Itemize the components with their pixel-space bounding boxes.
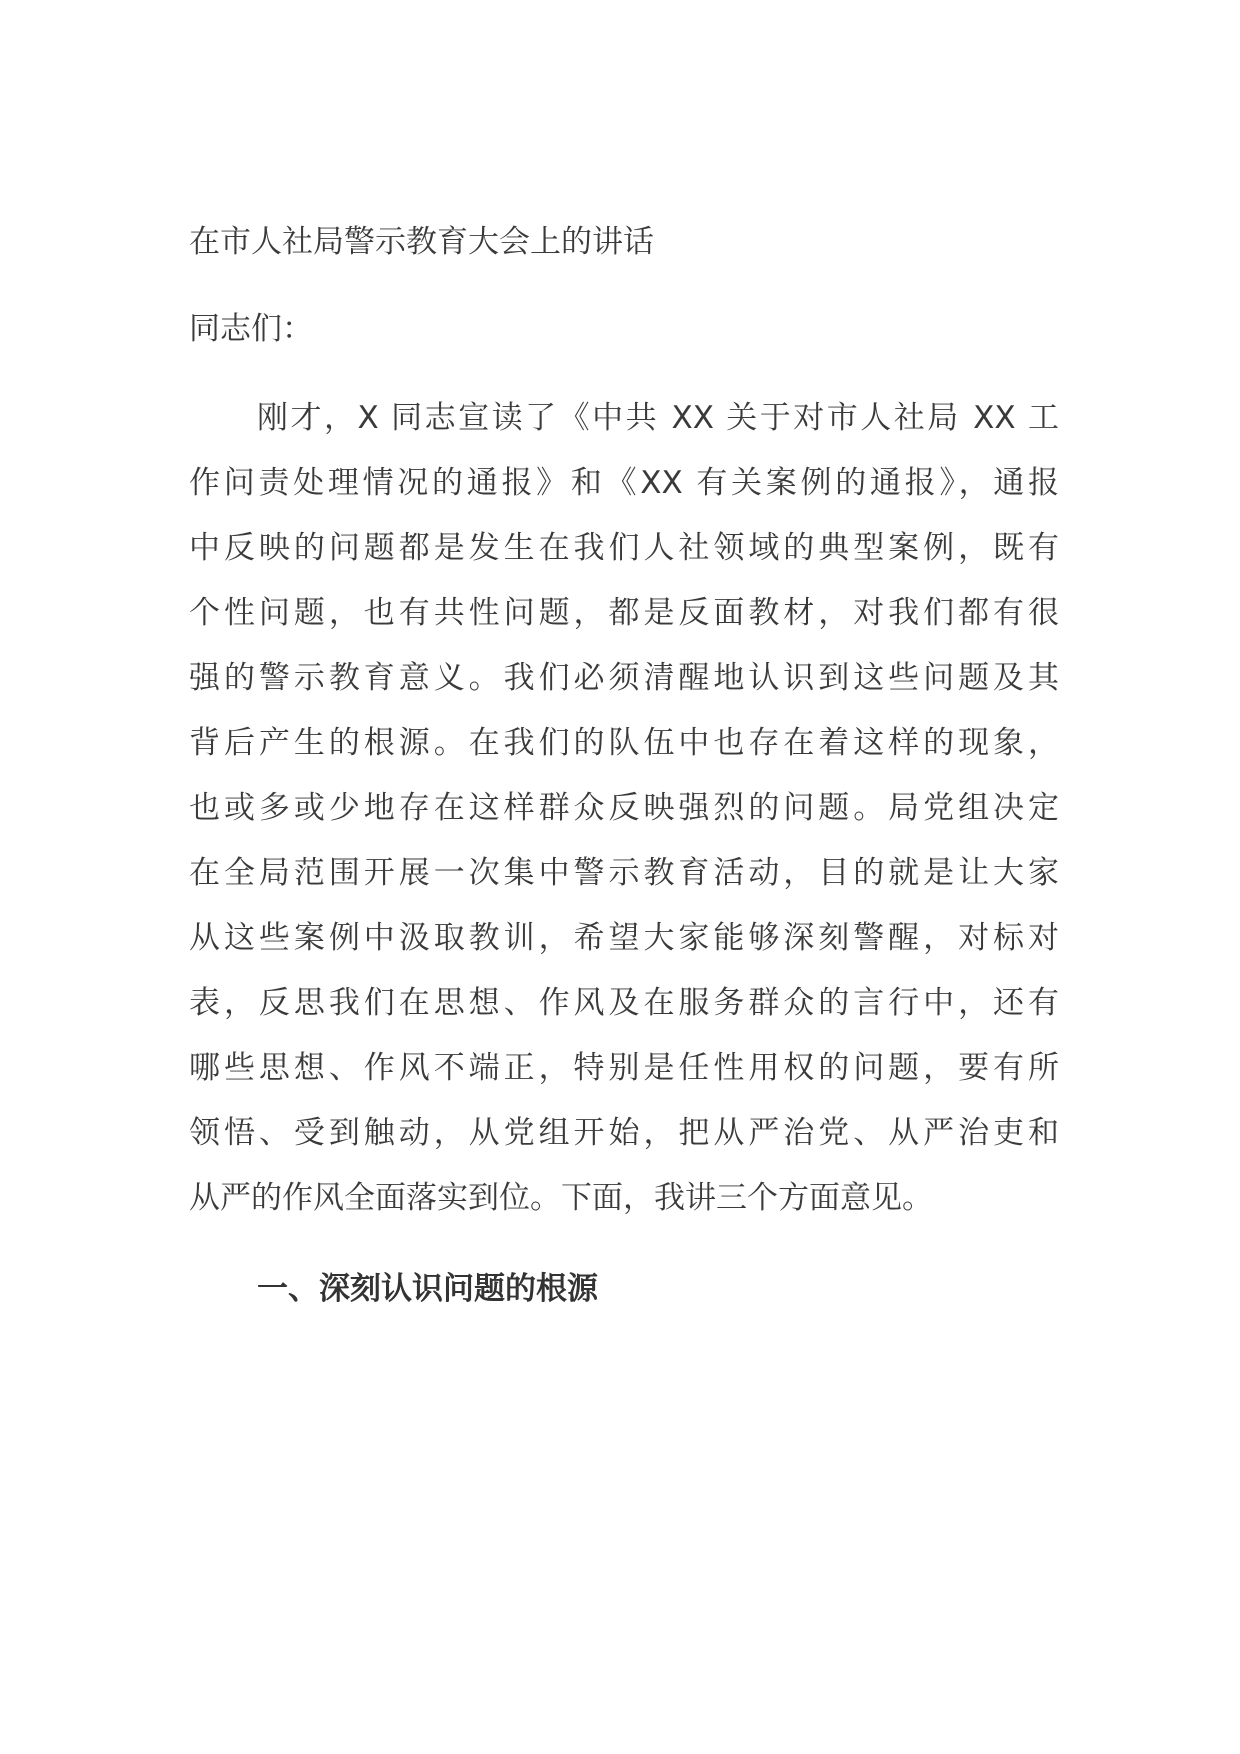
paragraph-line: 个性问题，也有共性问题，都是反面教材，对我们都有很 — [189, 595, 1059, 631]
paragraph-line: 表，反思我们在思想、作风及在服务群众的言行中，还有 — [189, 985, 1059, 1021]
paragraph-line: 背后产生的根源。在我们的队伍中也存在着这样的现象， — [189, 725, 1059, 761]
paragraph-line: 从这些案例中汲取教训，希望大家能够深刻警醒，对标对 — [189, 920, 1059, 956]
paragraph-line: 刚才，X 同志宣读了《中共 XX 关于对市人社局 XX 工 — [257, 400, 1059, 436]
paragraph-line: 哪些思想、作风不端正，特别是任性用权的问题，要有所 — [189, 1050, 1059, 1086]
document-title: 在市人社局警示教育大会上的讲话 — [189, 224, 654, 260]
section-heading: 一、深刻认识问题的根源 — [257, 1271, 598, 1307]
paragraph-line: 也或多或少地存在这样群众反映强烈的问题。局党组决定 — [189, 790, 1059, 826]
paragraph-line: 强的警示教育意义。我们必须清醒地认识到这些问题及其 — [189, 660, 1059, 696]
paragraph-line: 从严的作风全面落实到位。下面，我讲三个方面意见。 — [189, 1180, 933, 1216]
paragraph-line: 中反映的问题都是发生在我们人社领域的典型案例，既有 — [189, 530, 1059, 566]
paragraph-line: 领悟、受到触动，从党组开始，把从严治党、从严治吏和 — [189, 1115, 1059, 1151]
paragraph-line: 作问责处理情况的通报》和《XX 有关案例的通报》，通报 — [189, 465, 1059, 501]
paragraph-line: 在全局范围开展一次集中警示教育活动，目的就是让大家 — [189, 855, 1059, 891]
salutation: 同志们： — [189, 311, 313, 347]
